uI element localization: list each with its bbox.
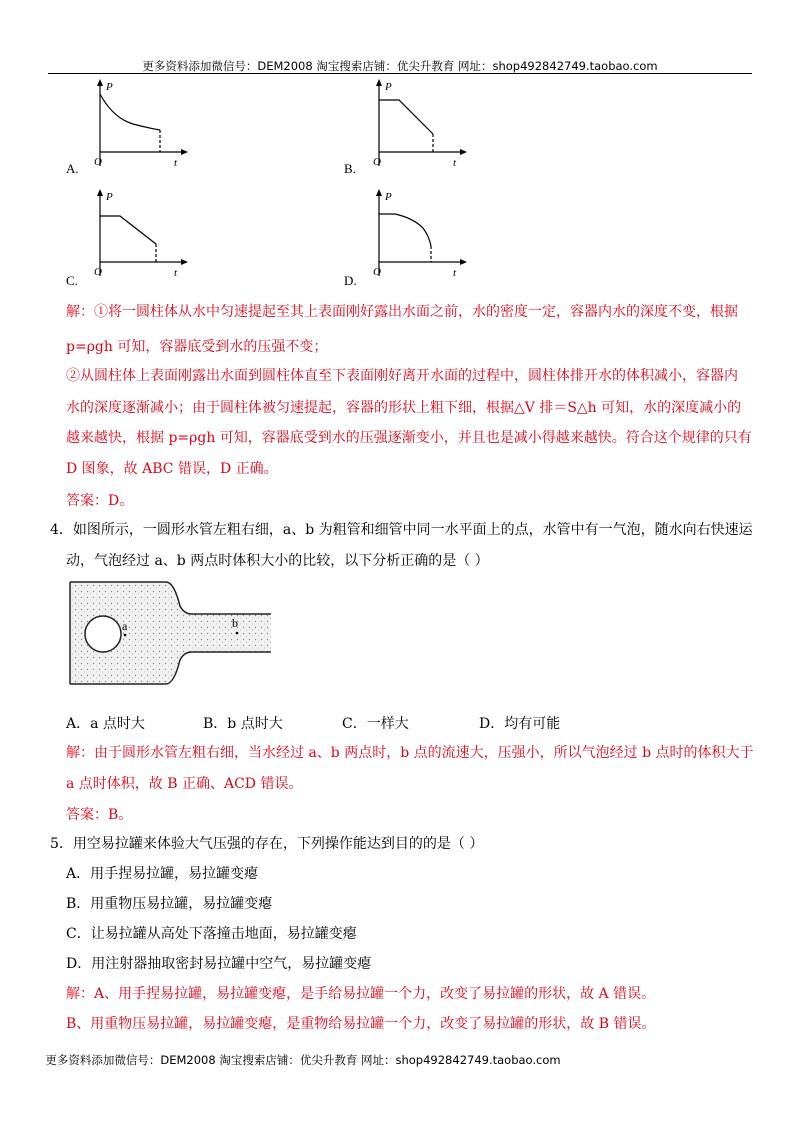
- q4-solution-line-1: 解：由于圆形水管左粗右细，当水经过 a、b 两点时，b 点的流速大，压强小，所以气泡经过 b 点时的体积大于: [66, 745, 754, 761]
- bubble: [85, 616, 121, 652]
- page-footer: 更多资料添加微信号：DEM2008 淘宝搜索店铺：优尖升教育 网址：shop492842749.taobao.com: [45, 1053, 561, 1067]
- graph-d-p: P: [385, 191, 392, 203]
- label-a: a: [122, 619, 128, 633]
- graph-a-t: t: [174, 157, 178, 169]
- q4-stem-line-2: 动，气泡经过 a、b 两点时体积大小的比较，以下分析正确的是（ ）: [66, 553, 489, 569]
- q4-option-b: B．b 点时大: [203, 716, 283, 732]
- q3-solution-line-6: D 图象，故 ABC 错误，D 正确。: [66, 461, 278, 477]
- graph-a: [88, 78, 198, 174]
- pipe-svg: [68, 578, 273, 690]
- graph-b: [367, 78, 477, 174]
- q3-solution-line-3: ②从圆柱体上表面刚露出水面到圆柱体直至下表面刚好离开水面的过程中，圆柱体排开水的体积减小，容器内: [66, 368, 738, 384]
- graph-c-o: O: [94, 266, 102, 278]
- graph-d-svg: [367, 188, 477, 284]
- q3-solution-line-1: 解：①将一圆柱体从水中匀速提起至其上表面刚好露出水面之前，水的密度一定，容器内水的深度不变，根据: [66, 304, 738, 320]
- q5-solution-line-2: B、用重物压易拉罐，易拉罐变瘪，是重物给易拉罐一个力，改变了易拉罐的形状，故 B 错误。: [66, 1016, 656, 1032]
- q5-option-d: D．用注射器抽取密封易拉罐中空气，易拉罐变瘪: [66, 956, 372, 972]
- q4-answer: 答案：B。: [66, 807, 133, 823]
- graph-c-svg: [88, 188, 198, 284]
- q4-option-a: A．a 点时大: [66, 716, 145, 732]
- q3-solution-line-4: 水的深度逐渐减小；由于圆柱体被匀速提起，容器的形状上粗下细，根据△V 排＝S△h 可知，水的深度减小的: [66, 400, 742, 416]
- q4-solution-line-2: a 点时体积，故 B 正确、ACD 错误。: [66, 776, 303, 792]
- graph-a-svg: [88, 78, 198, 174]
- graph-c-label: C.: [66, 273, 78, 288]
- graph-a-p: P: [106, 81, 113, 93]
- graph-a-label: A.: [66, 161, 79, 176]
- graph-b-svg: [367, 78, 477, 174]
- graph-d-t: t: [453, 267, 457, 279]
- point-b: [236, 632, 239, 635]
- graph-d-o: O: [373, 266, 381, 278]
- label-b: b: [232, 616, 238, 630]
- q5-solution-line-1: 解：A、用手捏易拉罐，易拉罐变瘪，是手给易拉罐一个力，改变了易拉罐的形状，故 A 错误。: [66, 986, 656, 1002]
- q5-option-a: A．用手捏易拉罐，易拉罐变瘪: [66, 866, 259, 882]
- graph-b-t: t: [453, 157, 457, 169]
- q3-answer: 答案：D。: [66, 493, 134, 509]
- graph-c-p: P: [106, 191, 113, 203]
- q4-option-c: C．一样大: [342, 716, 409, 732]
- graph-b-p: P: [385, 81, 392, 93]
- graph-d: [367, 188, 477, 284]
- graph-d-label: D.: [344, 273, 357, 288]
- graph-c: [88, 188, 198, 284]
- pipe-figure: [68, 578, 273, 690]
- q4-stem-line-1: 4．如图所示，一圆形水管左粗右细，a、b 为粗管和细管中同一水平面上的点，水管中有一气泡，随水向右快速运: [50, 522, 753, 538]
- q3-solution-line-2: p=ρgh 可知，容器底受到水的压强不变；: [66, 339, 328, 355]
- header-rule: [48, 73, 752, 74]
- q5-option-c: C．让易拉罐从高处下落撞击地面，易拉罐变瘪: [66, 926, 357, 942]
- graph-c-t: t: [174, 267, 178, 279]
- graph-b-label: B.: [344, 161, 356, 176]
- graph-b-o: O: [373, 156, 381, 168]
- graph-a-o: O: [94, 156, 102, 168]
- page-header: 更多资料添加微信号：DEM2008 淘宝搜索店铺：优尖升教育 网址：shop492842749.taobao.com: [142, 59, 658, 73]
- q4-option-d: D．均有可能: [479, 716, 561, 732]
- q5-stem: 5．用空易拉罐来体验大气压强的存在，下列操作能达到目的的是（ ）: [50, 836, 484, 852]
- q5-option-b: B．用重物压易拉罐，易拉罐变瘪: [66, 896, 273, 912]
- q3-solution-line-5: 越来越快，根据 p=ρgh 可知，容器底受到水的压强逐渐变小，并且也是减小得越来越快。符合这个规律的只有: [66, 430, 752, 446]
- point-a: [124, 634, 127, 637]
